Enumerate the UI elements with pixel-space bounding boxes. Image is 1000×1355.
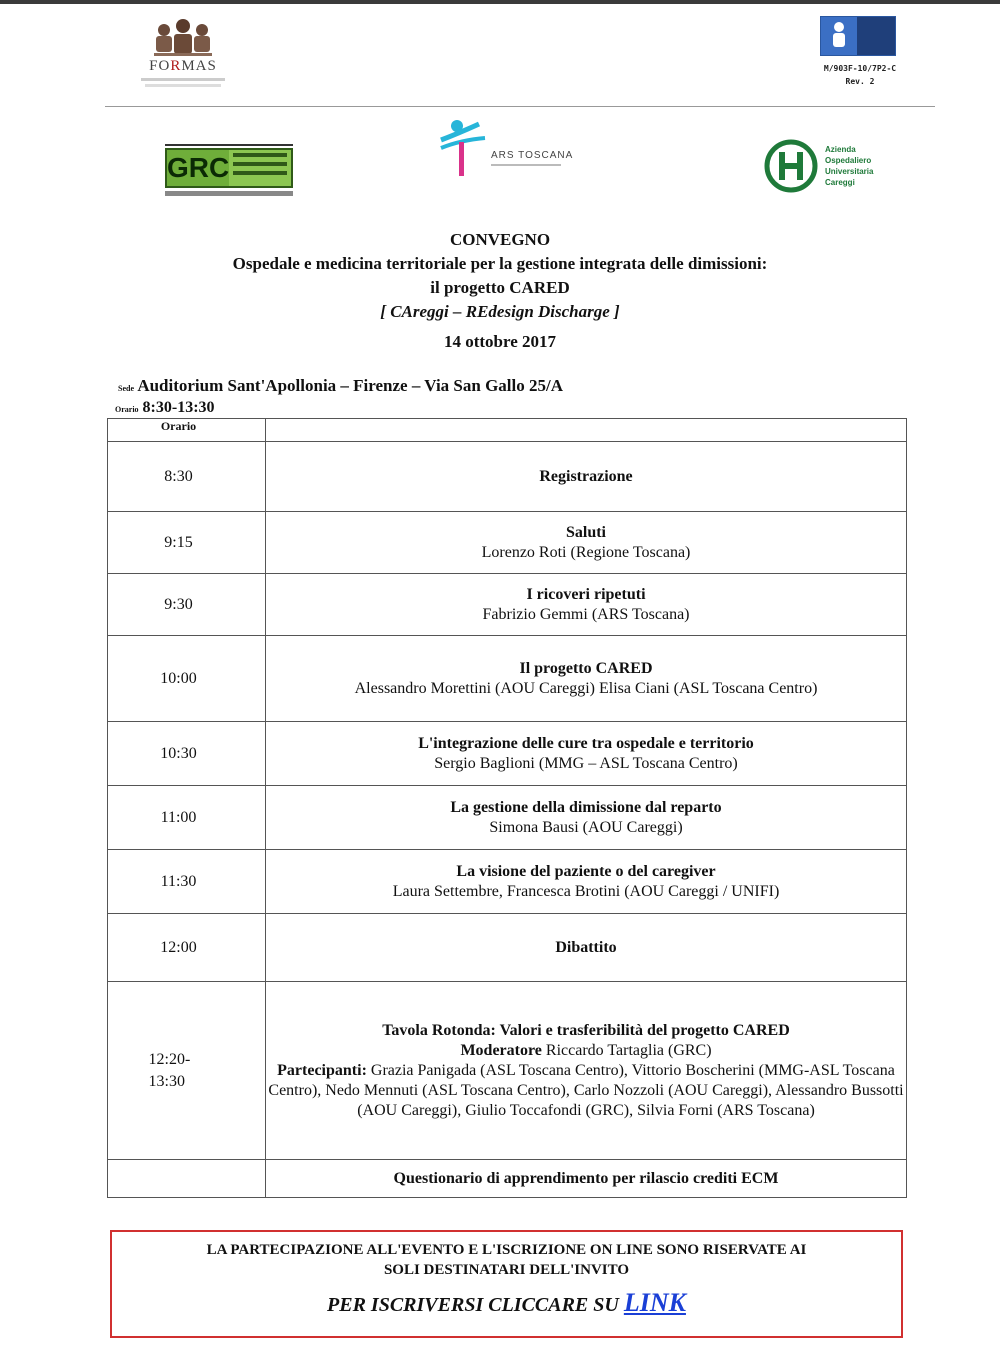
agenda-row xyxy=(108,574,907,636)
document-code: M/903F-10/7P2-C Rev. 2 xyxy=(823,64,897,86)
agenda-time: 11:00 xyxy=(108,786,266,850)
event-title-block xyxy=(120,228,880,354)
agenda-header-content xyxy=(266,419,907,442)
event-acronym: [ CAreggi – REdesign Discharge ] xyxy=(380,302,620,321)
venue-text: Auditorium Sant'Apollonia – Firenze – Via San Gallo 25/A xyxy=(137,376,563,395)
event-subtitle: il progetto CARED xyxy=(430,278,570,297)
ars-name: ARS TOSCANA xyxy=(491,150,574,161)
agenda-session-title: L'integrazione delle cure tra ospedale e territorio xyxy=(418,734,754,752)
agenda-time: 10:00 xyxy=(108,636,266,722)
agenda-row xyxy=(108,786,907,850)
event-kind: CONVEGNO xyxy=(449,230,551,249)
ecm-questionnaire: Questionario di apprendimento per rilascio crediti ECM xyxy=(393,1169,779,1187)
agenda-table xyxy=(107,418,907,1198)
event-title: Ospedale e medicina territoriale per la gestione integrata delle dimissioni: xyxy=(232,254,768,273)
ssr-logo-right xyxy=(857,17,895,55)
agenda-session-title: Dibattito xyxy=(555,938,617,956)
agenda-content xyxy=(266,512,907,574)
agenda-session-title: Saluti xyxy=(565,523,606,541)
agenda-speakers: Simona Bausi (AOU Careggi) xyxy=(489,818,683,836)
agenda-content xyxy=(266,442,907,512)
formas-logo xyxy=(133,16,233,87)
agenda-row xyxy=(108,914,907,982)
agenda-time: 11:30 xyxy=(108,850,266,914)
ssr-figure-icon xyxy=(825,19,853,49)
roundtable-title: Tavola Rotonda: Valori e trasferibilità del progetto CARED xyxy=(382,1021,790,1039)
grc-logo-abbr: GRC xyxy=(167,150,229,186)
agenda-header-row xyxy=(108,419,907,442)
grc-logo xyxy=(165,138,293,200)
aou-name: Azienda Ospedaliero Universitaria Careggi xyxy=(825,145,874,187)
agenda-time: 9:15 xyxy=(108,512,266,574)
agenda-row xyxy=(108,850,907,914)
agenda-session-title: La gestione della dimissione dal reparto xyxy=(450,798,722,816)
venue-label: Sede xyxy=(118,384,134,393)
ars-emblem-icon xyxy=(435,118,491,182)
hours-text: 8:30-13:30 xyxy=(142,399,215,416)
agenda-row xyxy=(108,442,907,512)
aou-emblem-icon xyxy=(763,138,819,194)
agenda-session-title: I ricoveri ripetuti xyxy=(526,585,646,603)
agenda-row-final xyxy=(108,1160,907,1198)
formas-caption-2 xyxy=(145,84,221,87)
document-header xyxy=(105,10,935,107)
partner-logos xyxy=(165,118,905,208)
event-date: 14 ottobre 2017 xyxy=(443,332,557,351)
agenda-content xyxy=(266,636,907,722)
notice-line-1: LA PARTECIPAZIONE ALL'EVENTO E L'ISCRIZIONE ON LINE SONO RISERVATE AI xyxy=(206,1242,807,1258)
agenda-content xyxy=(266,574,907,636)
notice-line-2: SOLI DESTINATARI DELL'INVITO xyxy=(383,1262,630,1278)
agenda-time: 8:30 xyxy=(108,442,266,512)
top-rule xyxy=(0,0,1000,4)
agenda-content xyxy=(266,914,907,982)
agenda-content xyxy=(266,786,907,850)
event-venue xyxy=(118,376,563,399)
agenda-speakers: Fabrizio Gemmi (ARS Toscana) xyxy=(482,605,690,623)
agenda-speakers: Laura Settembre, Francesca Brotini (AOU Careggi / UNIFI) xyxy=(392,882,780,900)
notice-cta-text: PER ISCRIVERSI CLICCARE SU xyxy=(327,1294,619,1316)
agenda-content xyxy=(266,850,907,914)
agenda-content xyxy=(266,1160,907,1198)
notice-cta xyxy=(112,1288,901,1318)
event-hours xyxy=(115,398,215,420)
registration-link[interactable]: LINK xyxy=(623,1288,686,1317)
agenda-speakers: Lorenzo Roti (Regione Toscana) xyxy=(481,543,691,561)
hours-label: Orario xyxy=(115,405,139,414)
ars-toscana-logo xyxy=(435,118,585,183)
agenda-row xyxy=(108,722,907,786)
registration-notice xyxy=(110,1230,903,1338)
formas-emblem-icon xyxy=(150,16,216,58)
agenda-speakers: Alessandro Morettini (AOU Careggi) Elisa Ciani (ASL Toscana Centro) xyxy=(354,679,818,697)
agenda-header-time: Orario xyxy=(108,419,266,442)
agenda-session-title: La visione del paziente o del caregiver xyxy=(456,862,716,880)
agenda-speakers: Sergio Baglioni (MMG – ASL Toscana Centro) xyxy=(434,754,738,772)
roundtable-participants: Partecipanti: Grazia Panigada (ASL Toscana Centro), Vittorio Boscherini (MMG-ASL Toscana Centro), Nedo Mennuti (ASL Toscana Centro), Carlo Nozzoli (AOU Careggi), Alessandro Bussotti (AOU Careggi), Giulio Toccafondi (GRC), Silvia Forni (ARS Toscana) xyxy=(268,1061,904,1119)
agenda-session-title: Registrazione xyxy=(539,467,633,485)
agenda-row xyxy=(108,636,907,722)
agenda-time: 12:00 xyxy=(108,914,266,982)
formas-name: FORMAS xyxy=(149,58,217,74)
ssr-logo xyxy=(820,16,900,56)
agenda-time: 12:20-13:30 xyxy=(108,982,266,1160)
agenda-time-empty xyxy=(108,1160,266,1198)
roundtable-content xyxy=(266,982,907,1160)
agenda-row xyxy=(108,512,907,574)
agenda-time: 9:30 xyxy=(108,574,266,636)
agenda-row-roundtable xyxy=(108,982,907,1160)
ssr-logo-left xyxy=(821,17,857,55)
aou-careggi-logo xyxy=(763,138,903,198)
agenda-session-title: Il progetto CARED xyxy=(519,659,653,677)
agenda-content xyxy=(266,722,907,786)
agenda-time: 10:30 xyxy=(108,722,266,786)
roundtable-moderator: Moderatore Riccardo Tartaglia (GRC) xyxy=(460,1041,712,1059)
formas-caption xyxy=(141,78,225,81)
